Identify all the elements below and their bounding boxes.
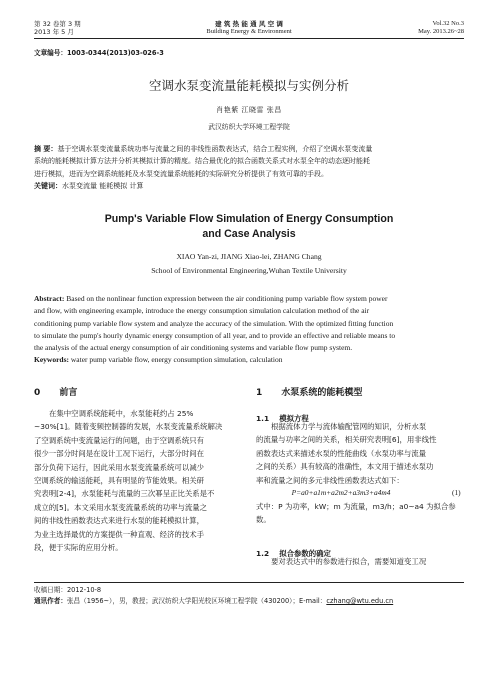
title-en-line: and Case Analysis (202, 228, 296, 240)
paragraph-line: 数。 (256, 515, 271, 525)
title-en-line: Pump's Variable Flow Simulation of Energy Consumption (104, 213, 394, 225)
paragraph-line: 之间的关系）具有较高的准确性，本文用于描述水泵功 (256, 462, 434, 472)
paragraph-line: 根据流体力学与流体输配管网的知识，分析水泵 (271, 422, 427, 431)
paragraph-line: 为业主选择最优的方案提供一种直观、经济的技术手 (34, 529, 204, 539)
paragraph-line: 空调系统的输送能耗，具有明显的节能效果。相关研 (34, 476, 204, 486)
section-0-body (34, 407, 242, 554)
header-journal-en: Building Energy & Environment (206, 28, 292, 35)
subsection-title: 拟合参数的确定 (279, 549, 331, 558)
abstract-en-line: to simulate the pump's hourly dynamic energy consumption of all year, and to provide an effective and reliable means to (34, 330, 396, 340)
footnote-received: 收稿日期：2012-10-8 (34, 586, 102, 594)
section-1-heading (256, 380, 362, 399)
section-number: 0 (34, 388, 41, 398)
footnote-author-label: 通讯作者： (34, 597, 67, 605)
footnote-author (34, 596, 393, 607)
abstract-en-line: Based on the nonlinear function expression between the air conditioning pump variable flow system power (64, 294, 388, 303)
title-en (0, 212, 498, 242)
paragraph-line: 要对表达式中的参数进行拟合，需要知道变工况 (271, 557, 427, 566)
footnote-rule (34, 582, 464, 583)
abstract-en-line: the analysis of the actual energy consumption of air conditioning systems and variable flow pump system. (34, 343, 353, 353)
paragraph-line: 了空调系统中变流量运行的问题，由于空调系统只有 (34, 435, 204, 445)
abstract-cn-line: 系统的能耗模拟计算方法并分析其模拟计算的精度。结合最优化的拟合函数关系式对水泵全年的动态逐时能耗 (34, 157, 370, 166)
equation-1: P=a0+a1m+a2m2+a3m3+a4m4 (291, 488, 391, 497)
equation-explanation (256, 500, 464, 527)
header-pages: May. 2013.26~28 (418, 28, 464, 35)
paragraph-line: 式中：P 为功率，kW；m 为流量，m3/h；a0~a4 为拟合参 (256, 502, 456, 511)
article-number: 文章编号：1003-0344(2013)03-026-3 (34, 49, 164, 57)
paragraph-line: 成立的[5]。本文采用水泵变流量系统的功率与流量之 (34, 502, 208, 512)
abstract-cn-label: 摘 要： (34, 145, 58, 153)
abstract-cn-line: 进行模拟，进而为空调系统能耗及水泵变流量系统能耗的实际研究分析提供了有效可靠的手段。 (34, 169, 328, 178)
subsection-1-2-body (256, 555, 464, 568)
paragraph-line: 的流量与功率之间的关系，相关研究表明[6]，用非线性 (256, 435, 437, 445)
header-journal-cn: 建 筑 热 能 通 风 空 调 (215, 20, 283, 28)
footnote-author-info: 张昌（1956~），男，教授；武汉纺织大学阳光校区环境工程学院（430200）；E-mail： (66, 597, 327, 605)
keywords-cn: 水泵变流量 能耗模拟 计算 (62, 182, 144, 191)
header-volume: 第 32 卷第 3 期 (34, 20, 81, 28)
abstract-cn-line: 基于空调水泵变流量系统功率与流量之间的非线性函数表达式，结合工程实例，介绍了空调水泵变流量 (57, 145, 373, 153)
abstract-en-label: Abstract: (34, 294, 65, 303)
abstract-en (34, 293, 466, 367)
header-volume-en: Vol.32 No.3 (432, 20, 464, 27)
subsection-number: 1.2 (256, 549, 270, 558)
title-cn: 空调水泵变流量能耗模拟与实例分析 (148, 78, 349, 93)
section-0-heading (34, 380, 77, 399)
paragraph-line: 很少一部分时间是在设计工况下运行，大部分时间在 (34, 449, 204, 459)
header-rule (34, 38, 464, 39)
paragraph-line: 函数表达式来描述水泵的性能曲线（水泵功率与流量 (256, 448, 426, 458)
authors-en: XIAO Yan-zi, JIANG Xiao-lei, ZHANG Chang (176, 252, 322, 261)
affiliation-en: School of Environmental Engineering,Wuhan Textile University (151, 266, 347, 275)
email-link[interactable]: czhang@wtu.edu.cn (326, 597, 394, 605)
abstract-cn (34, 143, 466, 193)
keywords-en: water pump variable flow, energy consumption simulation, calculation (69, 355, 283, 365)
paragraph-line: ~30%[1]。随着变频控制器的发展，水泵变流量系统解决 (34, 422, 223, 432)
subsection-title: 模拟方程 (279, 414, 309, 423)
subsection-number: 1.1 (256, 414, 270, 423)
paragraph-line: 究表明[2-4]，水泵能耗与流量的三次幂呈正比关系是不 (34, 489, 215, 499)
paragraph-line: 在集中空调系统能耗中，水泵能耗约占 25% (49, 409, 194, 418)
paragraph-line: 部分负荷下运行，因此采用水泵变流量系统可以减少 (34, 462, 204, 472)
header-date: 2013 年 5 月 (34, 28, 74, 36)
abstract-en-line: conditioning pump variable flow system and analyze the accuracy of the simulation. With the optimized fitting function (34, 318, 394, 328)
subsection-1-1-body (256, 420, 464, 487)
section-number: 1 (256, 388, 263, 398)
equation-number: (1) (452, 488, 461, 497)
paragraph-line: 段，便于实际的应用分析。 (34, 543, 123, 553)
keywords-en-label: Keywords: (34, 355, 69, 365)
abstract-en-line: and flow, with engineering example, introduce the energy consumption simulation calculation method of the air (34, 306, 370, 316)
paragraph-line: 间的非线性函数表达式来进行水泵的能耗模拟计算， (34, 516, 204, 526)
affiliation-cn: 武汉纺织大学环境工程学院 (208, 123, 290, 131)
authors-cn: 肖艳紫 江晓雷 张昌 (216, 106, 282, 114)
keywords-cn-label: 关键词： (34, 182, 62, 191)
section-title: 水泵系统的能耗模型 (281, 388, 363, 398)
section-title: 前言 (59, 388, 78, 398)
paragraph-line: 率和流量之间的多元非线性函数表达式如下： (256, 475, 404, 485)
